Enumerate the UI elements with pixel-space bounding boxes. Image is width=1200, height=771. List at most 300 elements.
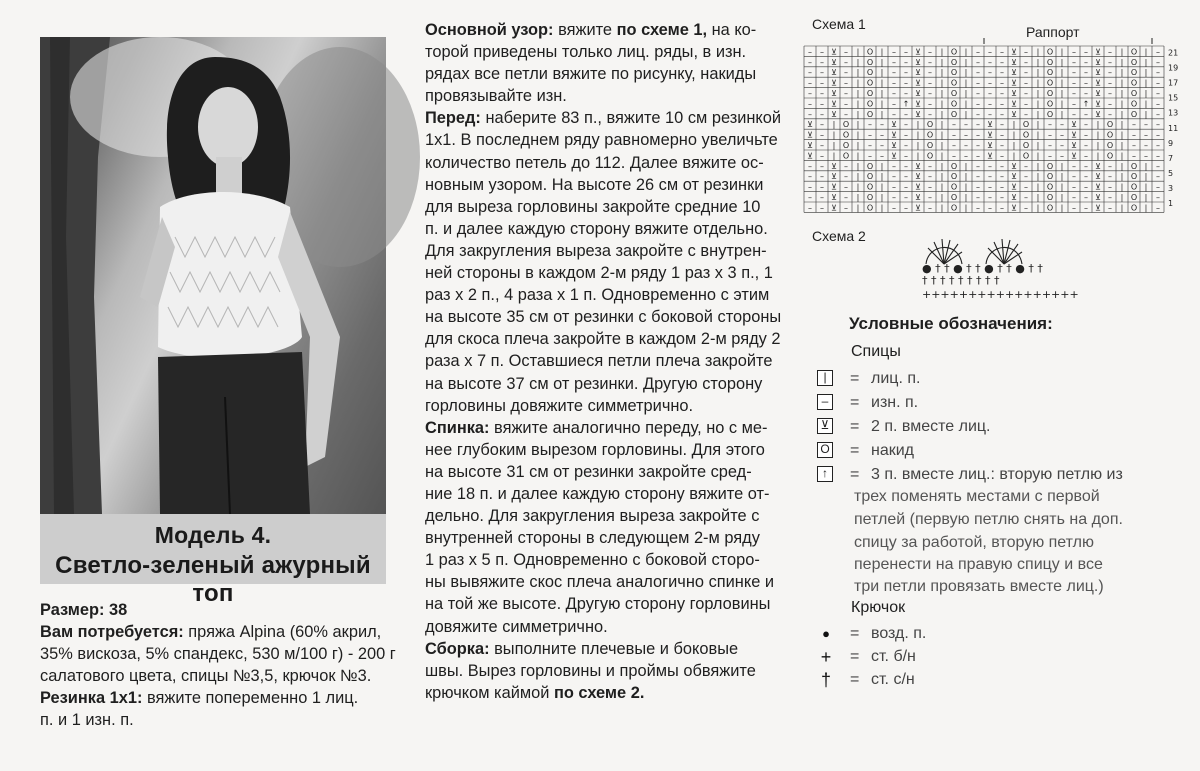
grid-cell-symbol: – <box>904 130 908 140</box>
grid-cell-symbol: ⊻ <box>1071 120 1077 130</box>
instructions-column <box>425 19 785 704</box>
grid-cell-symbol: | <box>940 99 944 109</box>
grid-cell-symbol: | <box>1144 203 1148 213</box>
grid-cell-symbol: ⊻ <box>831 47 837 57</box>
grid-cell-symbol: – <box>892 57 896 67</box>
grid-cell-symbol: O <box>1106 130 1114 140</box>
grid-cell-symbol: – <box>1108 68 1112 78</box>
grid-cell-symbol: – <box>808 68 812 78</box>
grid-cell-symbol: – <box>1000 57 1004 67</box>
grid-cell-symbol: ⊻ <box>1071 151 1077 161</box>
grid-cell-symbol: – <box>1084 141 1088 150</box>
grid-cell-symbol: | <box>1144 172 1148 182</box>
grid-cell-symbol: – <box>976 78 980 88</box>
grid-cell-symbol: – <box>928 57 932 67</box>
grid-cell-symbol: O <box>1046 203 1054 213</box>
grid-cell-symbol: – <box>904 151 908 161</box>
grid-cell-symbol: ⊻ <box>987 130 993 140</box>
grid-cell-symbol: | <box>880 89 884 98</box>
grid-cell-symbol: ⊻ <box>831 161 837 171</box>
grid-cell-symbol: | <box>1036 68 1040 78</box>
grid-cell-symbol: – <box>892 161 896 171</box>
grid-cell-symbol: – <box>820 120 824 130</box>
grid-cell-symbol: | <box>1036 141 1040 150</box>
grid-cell-symbol: | <box>1060 47 1064 57</box>
grid-cell-symbol: – <box>1000 120 1004 130</box>
grid-cell-symbol: | <box>1060 68 1064 78</box>
grid-cell-symbol: – <box>1108 203 1112 213</box>
grid-cell-symbol: | <box>1120 109 1124 119</box>
grid-cell-symbol: | <box>832 130 836 140</box>
grid-cell-symbol: – <box>1000 109 1004 119</box>
grid-cell-symbol: ⊻ <box>987 120 993 130</box>
grid-cell-symbol: | <box>1036 109 1040 119</box>
grid-cell-symbol: | <box>880 203 884 213</box>
grid-cell-symbol: – <box>928 78 932 88</box>
grid-cell-symbol: | <box>1120 161 1124 171</box>
grid-cell-symbol: – <box>1072 99 1076 109</box>
grid-cell-symbol: – <box>988 57 992 67</box>
grid-cell-symbol: O <box>950 89 958 98</box>
grid-cell-symbol: O <box>1046 182 1054 192</box>
grid-cell-symbol: | <box>1096 141 1100 150</box>
grid-cell-symbol: – <box>808 109 812 119</box>
k3tog-icon: ↑ <box>817 466 833 482</box>
grid-cell-symbol: – <box>928 172 932 182</box>
grid-cell-symbol: – <box>844 99 848 109</box>
grid-cell-symbol: ⊻ <box>915 182 921 192</box>
grid-cell-symbol: – <box>1000 47 1004 57</box>
front-line: 1х1. В последнем ряду равномерно увеличьте <box>425 131 778 150</box>
grid-cell-symbol: O <box>1130 193 1138 202</box>
grid-cell-symbol: O <box>1130 78 1138 88</box>
grid-cell-symbol: – <box>1000 172 1004 182</box>
grid-cell-symbol: – <box>820 161 824 171</box>
grid-cell-symbol: | <box>964 193 968 202</box>
grid-cell-symbol: – <box>928 161 932 171</box>
grid-cell-symbol: | <box>1036 151 1040 161</box>
grid-cell-symbol: – <box>1156 47 1160 57</box>
grid-cell-symbol: | <box>1096 151 1100 161</box>
grid-cell-symbol: – <box>1072 89 1076 98</box>
grid-cell-symbol: O <box>950 57 958 67</box>
grid-cell-symbol: O <box>1130 89 1138 98</box>
grid-cell-symbol: O <box>926 120 934 130</box>
grid-cell-symbol: O <box>1046 89 1054 98</box>
grid-cell-symbol: | <box>1144 99 1148 109</box>
row-number: 21 <box>1168 48 1179 58</box>
grid-cell-symbol: | <box>856 109 860 119</box>
grid-cell-symbol: ⊻ <box>807 141 813 150</box>
grid-cell-symbol: – <box>892 172 896 182</box>
grid-cell-symbol: – <box>988 203 992 213</box>
main-pattern-line: рядах все петли вяжите по рисунку, накиды <box>425 65 757 84</box>
back-line: 1 раз х 5 п. Одновременно с боковой сторо- <box>425 551 760 570</box>
grid-cell-symbol: – <box>1144 151 1148 161</box>
grid-cell-symbol: | <box>880 193 884 202</box>
grid-cell-symbol: – <box>1060 151 1064 161</box>
grid-cell-symbol: | <box>1012 130 1016 140</box>
grid-cell-symbol: O <box>1106 151 1114 161</box>
grid-cell-symbol: – <box>1084 182 1088 192</box>
grid-cell-symbol: – <box>1156 161 1160 171</box>
grid-cell-symbol: – <box>952 130 956 140</box>
grid-cell-symbol: | <box>856 193 860 202</box>
grid-cell-symbol: | <box>1036 47 1040 57</box>
grid-cell-symbol: ⊻ <box>1011 109 1017 119</box>
back-line-1: Спинка: вяжите аналогично переду, но с ме- <box>425 418 768 437</box>
grid-cell-symbol: | <box>1144 47 1148 57</box>
grid-cell-symbol: – <box>808 57 812 67</box>
grid-cell-symbol: | <box>1036 193 1040 202</box>
grid-cell-symbol: | <box>1036 99 1040 109</box>
grid-cell-symbol: | <box>940 182 944 192</box>
grid-cell-symbol: | <box>1144 182 1148 192</box>
grid-cell-symbol: – <box>1024 161 1028 171</box>
grid-cell-symbol: | <box>832 120 836 130</box>
grid-cell-symbol: ↑ <box>902 99 910 109</box>
grid-cell-symbol: – <box>976 130 980 140</box>
grid-cell-symbol: | <box>1120 89 1124 98</box>
grid-cell-symbol: | <box>940 68 944 78</box>
grid-cell-symbol: – <box>868 151 872 161</box>
grid-cell-symbol: O <box>866 68 874 78</box>
grid-cell-symbol: – <box>1084 120 1088 130</box>
grid-cell-symbol: O <box>866 57 874 67</box>
grid-cell-symbol: – <box>820 89 824 98</box>
grid-cell-symbol: – <box>844 78 848 88</box>
grid-cell-symbol: – <box>1000 89 1004 98</box>
grid-cell-symbol: – <box>868 141 872 150</box>
grid-cell-symbol: ⊻ <box>831 99 837 109</box>
grid-cell-symbol: | <box>940 120 944 130</box>
grid-cell-symbol: – <box>1000 161 1004 171</box>
back-line: дельно. Для закругления выреза закройте с <box>425 507 760 526</box>
grid-cell-symbol: ⊻ <box>1095 78 1101 88</box>
grid-cell-symbol: | <box>916 130 920 140</box>
grid-cell-symbol: – <box>1072 182 1076 192</box>
grid-cell-symbol: – <box>904 109 908 119</box>
grid-cell-symbol: | <box>832 141 836 150</box>
grid-cell-symbol: – <box>1156 57 1160 67</box>
grid-cell-symbol: – <box>844 172 848 182</box>
grid-cell-symbol: O <box>950 99 958 109</box>
grid-cell-symbol: – <box>808 99 812 109</box>
row-number: 9 <box>1168 138 1174 148</box>
grid-cell-symbol: – <box>844 161 848 171</box>
grid-cell-symbol: ⊻ <box>1011 172 1017 182</box>
grid-cell-symbol: – <box>1024 193 1028 202</box>
grid-cell-symbol: – <box>1108 47 1112 57</box>
grid-cell-symbol: | <box>856 172 860 182</box>
grid-cell-symbol: – <box>1072 193 1076 202</box>
grid-cell-symbol: ⊻ <box>915 193 921 202</box>
grid-cell-symbol: – <box>964 130 968 140</box>
grid-cell-symbol: – <box>904 172 908 182</box>
grid-cell-symbol: – <box>1000 130 1004 140</box>
grid-cell-symbol: – <box>1132 151 1136 161</box>
grid-cell-symbol: – <box>892 89 896 98</box>
row-number: 7 <box>1168 153 1174 163</box>
model-number: Модель 4. <box>154 522 272 548</box>
grid-cell-symbol: | <box>940 172 944 182</box>
svg-text:● † † ● † † ● † † ● † †: ● † † ● † † ● † † ● † † <box>922 262 1043 275</box>
grid-cell-symbol: – <box>1000 203 1004 213</box>
model-title: Светло-зеленый ажурный топ <box>55 552 371 607</box>
yarn-over-icon: O <box>817 442 833 458</box>
materials-line-2: 35% вискоза, 5% спандекс, 530 м/100 г) - 200 г <box>40 645 396 664</box>
grid-cell-symbol: – <box>928 109 932 119</box>
grid-cell-symbol: – <box>808 203 812 213</box>
grid-cell-symbol: | <box>1060 161 1064 171</box>
grid-cell-symbol: O <box>866 109 874 119</box>
legend-knitting-label: Спицы <box>851 343 901 360</box>
back-line: на той же высоте. Другую сторону горловины <box>425 595 771 614</box>
back-line: нее глубоким вырезом горловины. Для этого <box>425 440 765 459</box>
grid-cell-symbol: | <box>964 161 968 171</box>
grid-cell-symbol: – <box>928 89 932 98</box>
grid-cell-symbol: | <box>1012 120 1016 130</box>
grid-cell-symbol: – <box>1000 182 1004 192</box>
grid-cell-symbol: – <box>844 193 848 202</box>
grid-cell-symbol: | <box>1036 161 1040 171</box>
grid-cell-symbol: O <box>1046 68 1054 78</box>
grid-cell-symbol: O <box>1046 193 1054 202</box>
grid-cell-symbol: | <box>1144 68 1148 78</box>
grid-cell-symbol: – <box>1156 172 1160 182</box>
legend-note-line: три петли провязать вместе лиц.) <box>854 578 1104 595</box>
grid-cell-symbol: – <box>1084 193 1088 202</box>
grid-cell-symbol: ⊻ <box>807 151 813 161</box>
grid-cell-symbol: – <box>904 161 908 171</box>
k2tog-icon: ⊻ <box>817 418 833 434</box>
double-crochet-icon: † <box>820 670 831 690</box>
front-line: для скоса плеча закройте в каждом 2-м ряду 2 <box>425 330 781 349</box>
grid-cell-symbol: – <box>976 193 980 202</box>
grid-cell-symbol: O <box>1046 161 1054 171</box>
grid-cell-symbol: – <box>988 47 992 57</box>
grid-cell-symbol: – <box>892 203 896 213</box>
grid-cell-symbol: | <box>856 99 860 109</box>
grid-cell-symbol: O <box>1022 151 1030 161</box>
grid-cell-symbol: | <box>964 78 968 88</box>
grid-cell-symbol: – <box>880 130 884 140</box>
grid-cell-symbol: – <box>988 68 992 78</box>
grid-cell-symbol: – <box>808 47 812 57</box>
grid-cell-symbol: | <box>940 57 944 67</box>
grid-cell-symbol: – <box>976 120 980 130</box>
grid-cell-symbol: – <box>1072 78 1076 88</box>
grid-cell-symbol: – <box>808 182 812 192</box>
grid-cell-symbol: ⊻ <box>1011 182 1017 192</box>
grid-cell-symbol: | <box>916 141 920 150</box>
grid-cell-symbol: | <box>916 120 920 130</box>
grid-cell-symbol: – <box>976 47 980 57</box>
grid-cell-symbol: ⊻ <box>1095 193 1101 202</box>
grid-cell-symbol: | <box>940 78 944 88</box>
materials-line-1: Вам потребуется: пряжа Alpina (60% акрил, <box>40 623 382 642</box>
grid-cell-symbol: ⊻ <box>915 99 921 109</box>
grid-cell-symbol: | <box>856 203 860 213</box>
schema1-grid <box>804 44 1184 216</box>
grid-cell-symbol: ⊻ <box>1071 141 1077 150</box>
grid-cell-symbol: – <box>904 89 908 98</box>
grid-cell-symbol: – <box>1156 151 1160 161</box>
grid-cell-symbol: – <box>964 141 968 150</box>
grid-cell-symbol: – <box>928 203 932 213</box>
legend-note-line: петлей (первую петлю снять на доп. <box>854 511 1123 528</box>
grid-cell-symbol: | <box>1120 141 1124 150</box>
grid-cell-symbol: ⊻ <box>915 161 921 171</box>
grid-cell-symbol: – <box>820 172 824 182</box>
grid-cell-symbol: ⊻ <box>831 109 837 119</box>
grid-cell-symbol: O <box>950 193 958 202</box>
grid-cell-symbol: – <box>1084 68 1088 78</box>
grid-cell-symbol: – <box>1000 193 1004 202</box>
back-line: внутренней стороны в следующем 2-м ряду <box>425 529 760 548</box>
grid-cell-symbol: O <box>842 130 850 140</box>
grid-cell-symbol: – <box>880 141 884 150</box>
grid-cell-symbol: | <box>1120 182 1124 192</box>
grid-cell-symbol: O <box>866 172 874 182</box>
grid-cell-symbol: ⊻ <box>831 193 837 202</box>
grid-cell-symbol: – <box>988 78 992 88</box>
front-line: раза х 7 п. Оставшиеся петли плеча закройте <box>425 352 773 371</box>
main-pattern-line: провязывайте изн. <box>425 87 567 106</box>
grid-cell-symbol: | <box>1144 109 1148 119</box>
grid-cell-symbol: | <box>1036 130 1040 140</box>
grid-cell-symbol: ⊻ <box>1071 130 1077 140</box>
grid-cell-symbol: ⊻ <box>891 151 897 161</box>
grid-cell-symbol: – <box>1048 120 1052 130</box>
grid-cell-symbol: | <box>1144 57 1148 67</box>
grid-cell-symbol: | <box>964 99 968 109</box>
grid-cell-symbol: ⊻ <box>987 151 993 161</box>
grid-cell-symbol: – <box>1084 151 1088 161</box>
grid-cell-symbol: | <box>1144 193 1148 202</box>
grid-cell-symbol: – <box>1108 57 1112 67</box>
grid-cell-symbol: – <box>1108 89 1112 98</box>
grid-cell-symbol: O <box>1130 47 1138 57</box>
grid-cell-symbol: O <box>926 141 934 150</box>
grid-cell-symbol: | <box>964 109 968 119</box>
grid-cell-symbol: O <box>1130 109 1138 119</box>
grid-cell-symbol: – <box>1156 89 1160 98</box>
grid-cell-symbol: | <box>1060 193 1064 202</box>
grid-cell-symbol: | <box>856 130 860 140</box>
grid-cell-symbol: O <box>1022 120 1030 130</box>
grid-cell-symbol: | <box>1060 57 1064 67</box>
grid-cell-symbol: O <box>1106 120 1114 130</box>
grid-cell-symbol: – <box>952 141 956 150</box>
grid-cell-symbol: ⊻ <box>1095 99 1101 109</box>
grid-cell-symbol: | <box>1096 120 1100 130</box>
grid-cell-symbol: – <box>844 182 848 192</box>
grid-cell-symbol: – <box>1132 130 1136 140</box>
grid-cell-symbol: – <box>1084 78 1088 88</box>
grid-cell-symbol: ⊻ <box>915 172 921 182</box>
model-photo <box>40 37 386 514</box>
legend-title: Условные обозначения: <box>849 314 1053 333</box>
grid-cell-symbol: | <box>1012 151 1016 161</box>
grid-cell-symbol: – <box>904 182 908 192</box>
grid-cell-symbol: O <box>950 78 958 88</box>
grid-cell-symbol: O <box>842 120 850 130</box>
grid-cell-symbol: | <box>1060 172 1064 182</box>
grid-cell-symbol: – <box>808 172 812 182</box>
grid-cell-symbol: – <box>1024 47 1028 57</box>
grid-cell-symbol: | <box>940 151 944 161</box>
grid-cell-symbol: ⊻ <box>1011 203 1017 213</box>
grid-cell-symbol: – <box>976 57 980 67</box>
grid-cell-symbol: | <box>964 47 968 57</box>
grid-cell-symbol: ⊻ <box>915 57 921 67</box>
grid-cell-symbol: O <box>1130 57 1138 67</box>
grid-cell-symbol: | <box>1120 193 1124 202</box>
grid-cell-symbol: ⊻ <box>831 203 837 213</box>
grid-cell-symbol: | <box>1060 99 1064 109</box>
grid-cell-symbol: – <box>1084 130 1088 140</box>
grid-cell-symbol: O <box>950 109 958 119</box>
grid-cell-symbol: O <box>866 89 874 98</box>
grid-cell-symbol: – <box>808 193 812 202</box>
grid-cell-symbol: – <box>1072 47 1076 57</box>
grid-cell-symbol: – <box>988 109 992 119</box>
grid-cell-symbol: | <box>1120 78 1124 88</box>
grid-cell-symbol: – <box>1024 99 1028 109</box>
grid-cell-symbol: O <box>866 182 874 192</box>
back-line: на высоте 31 см от резинки закройте сред- <box>425 462 752 481</box>
grid-cell-symbol: – <box>1060 141 1064 150</box>
grid-cell-symbol: | <box>1060 203 1064 213</box>
grid-cell-symbol: O <box>950 68 958 78</box>
grid-cell-symbol: – <box>1156 203 1160 213</box>
grid-cell-symbol: – <box>1072 172 1076 182</box>
grid-cell-symbol: | <box>856 182 860 192</box>
grid-cell-symbol: O <box>950 203 958 213</box>
svg-text:+++++++++++++++++: +++++++++++++++++ <box>922 288 1079 301</box>
grid-cell-symbol: – <box>868 120 872 130</box>
front-line: ней стороны в каждом 2-м ряду 1 раз х 3 п., 1 <box>425 264 773 283</box>
rib-line-1: Резинка 1х1: вяжите попеременно 1 лиц. <box>40 689 359 708</box>
grid-cell-symbol: | <box>880 99 884 109</box>
grid-cell-symbol: | <box>856 89 860 98</box>
grid-cell-symbol: O <box>950 161 958 171</box>
front-line: на высоте 37 см от резинки. Другую сторону <box>425 374 763 393</box>
grid-cell-symbol: O <box>1046 78 1054 88</box>
grid-cell-symbol: – <box>976 203 980 213</box>
grid-cell-symbol: | <box>856 68 860 78</box>
grid-cell-symbol: | <box>940 193 944 202</box>
legend-crochet-label: Крючок <box>851 599 906 616</box>
grid-cell-symbol: – <box>1024 109 1028 119</box>
back-line: довяжите симметрично. <box>425 617 608 636</box>
grid-cell-symbol: | <box>940 89 944 98</box>
grid-cell-symbol: O <box>1130 68 1138 78</box>
grid-cell-symbol: | <box>1036 89 1040 98</box>
grid-cell-symbol: – <box>976 109 980 119</box>
grid-cell-symbol: – <box>892 47 896 57</box>
grid-cell-symbol: – <box>1000 141 1004 150</box>
grid-cell-symbol: ⊻ <box>1095 57 1101 67</box>
legend-note-line: перенести на правую спицу и все <box>854 556 1103 573</box>
grid-cell-symbol: | <box>880 172 884 182</box>
grid-cell-symbol: | <box>880 78 884 88</box>
left-column <box>40 599 400 732</box>
knit-stitch-icon: | <box>817 370 833 386</box>
grid-cell-symbol: | <box>880 47 884 57</box>
grid-cell-symbol: ⊻ <box>831 172 837 182</box>
